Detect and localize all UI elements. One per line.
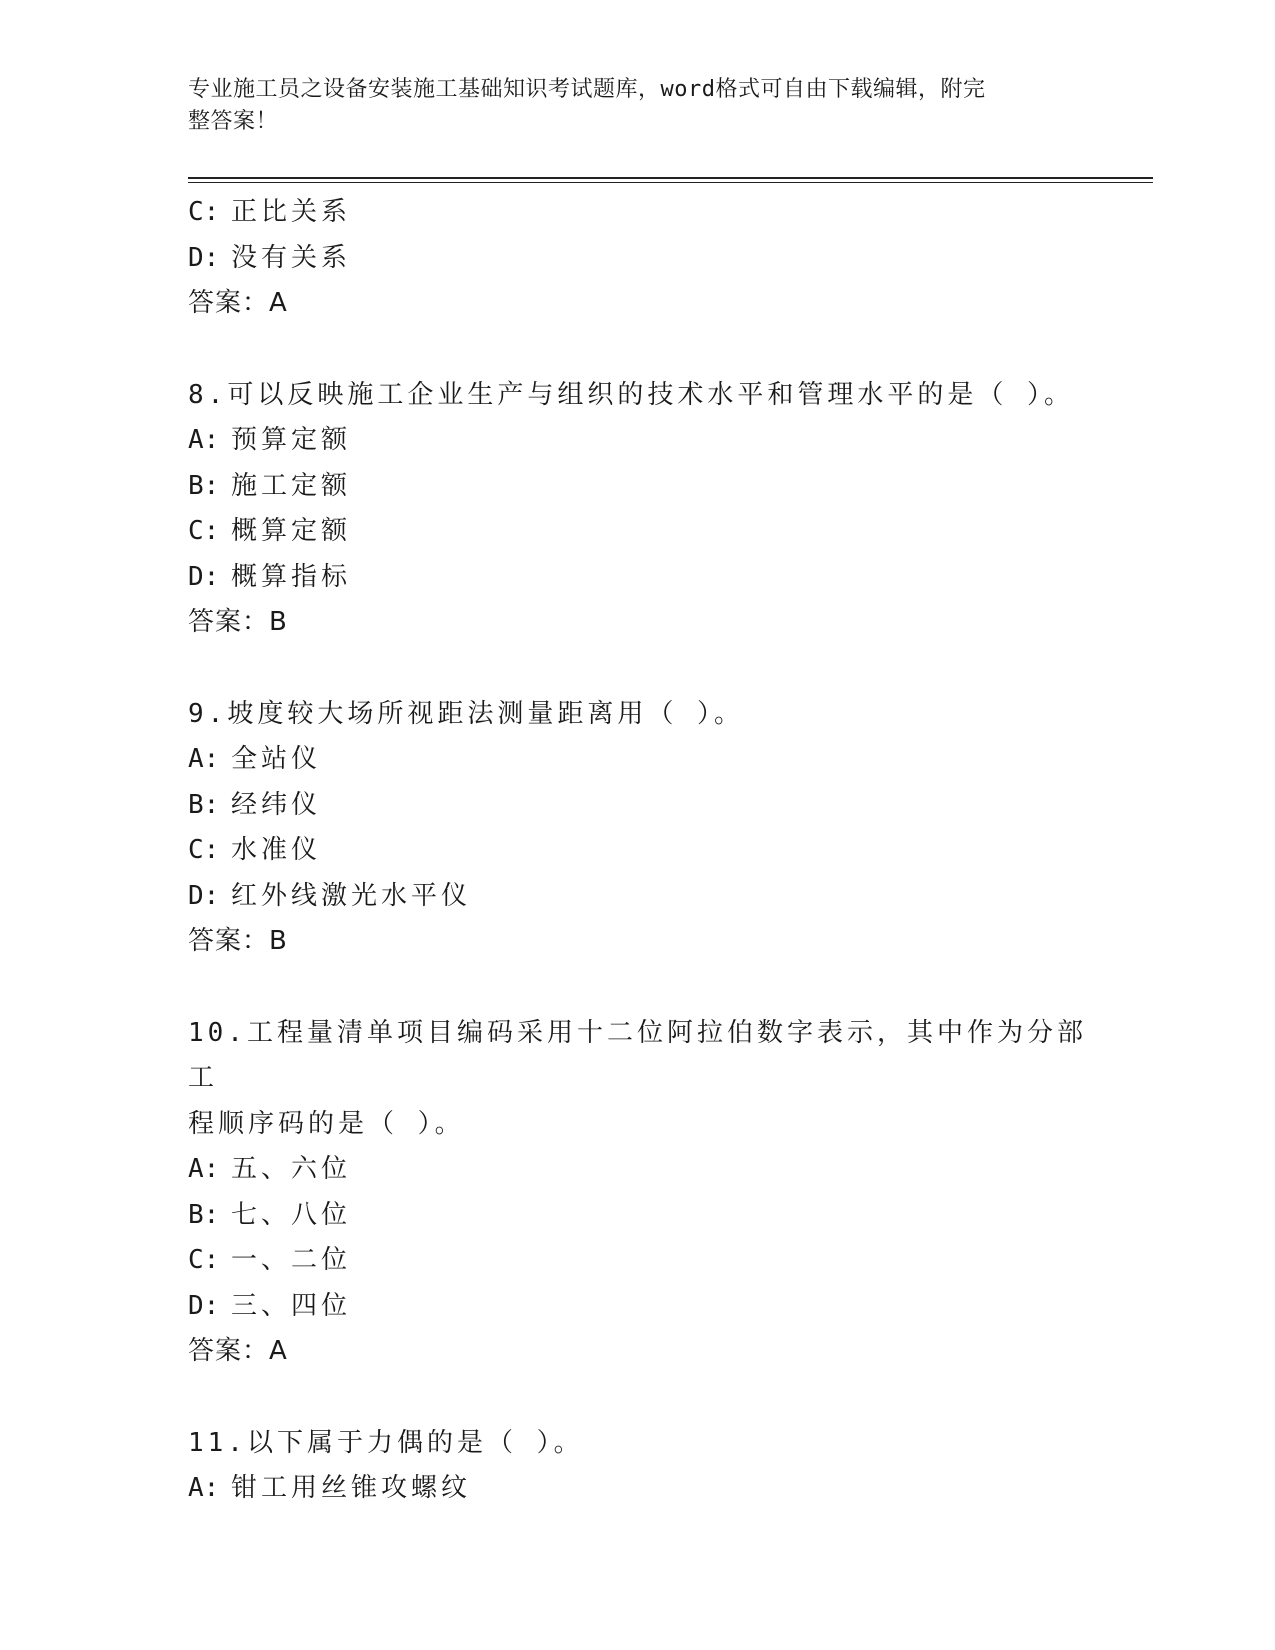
question-11	[188, 1421, 1088, 1512]
option-c: C: 正比关系	[188, 197, 352, 227]
option-a: A: 钳工用丝锥攻螺纹	[188, 1473, 472, 1503]
question-stem-continued: 程顺序码的是（ ）。	[188, 1108, 465, 1139]
option-b: B: 七、八位	[188, 1199, 352, 1230]
option-a: A: 五、六位	[188, 1154, 352, 1184]
option-a: A: 预算定额	[188, 425, 352, 455]
header-divider	[188, 177, 1153, 183]
option-d: D: 三、四位	[188, 1290, 352, 1321]
spacer	[188, 327, 1088, 373]
question-10	[188, 1011, 1088, 1375]
option-c: C: 一、二位	[188, 1245, 352, 1275]
option-b: B: 施工定额	[188, 470, 352, 501]
answer: 答案：B	[188, 607, 288, 637]
option-c: C: 概算定额	[188, 516, 352, 546]
spacer	[188, 646, 1088, 692]
page-header	[188, 74, 1068, 138]
question-stem: 10.工程量清单项目编码采用十二位阿拉伯数字表示，其中作为分部工	[188, 1017, 1087, 1093]
spacer	[188, 1375, 1088, 1421]
question-list	[188, 190, 1088, 1512]
answer: 答案：A	[188, 288, 288, 318]
header-line-2: 整答案！	[188, 109, 279, 134]
question-stem: 9.坡度较大场所视距法测量距离用（ ）。	[188, 698, 744, 729]
option-d: D: 没有关系	[188, 242, 352, 273]
spacer	[188, 965, 1088, 1011]
option-a: A: 全站仪	[188, 744, 322, 774]
answer: 答案：A	[188, 1336, 288, 1366]
option-d: D: 红外线激光水平仪	[188, 880, 472, 911]
answer: 答案：B	[188, 926, 288, 956]
question-8	[188, 373, 1088, 646]
question-stem: 8.可以反映施工企业生产与组织的技术水平和管理水平的是（ ）。	[188, 379, 1074, 410]
option-b: B: 经纬仪	[188, 789, 322, 820]
option-c: C: 水准仪	[188, 835, 322, 865]
header-line-1: 专业施工员之设备安装施工基础知识考试题库，word格式可自由下载编辑，附完	[188, 77, 986, 102]
option-d: D: 概算指标	[188, 561, 352, 592]
question-7-continued	[188, 190, 1088, 327]
question-stem: 11.以下属于力偶的是（ ）。	[188, 1427, 584, 1458]
question-9	[188, 692, 1088, 965]
